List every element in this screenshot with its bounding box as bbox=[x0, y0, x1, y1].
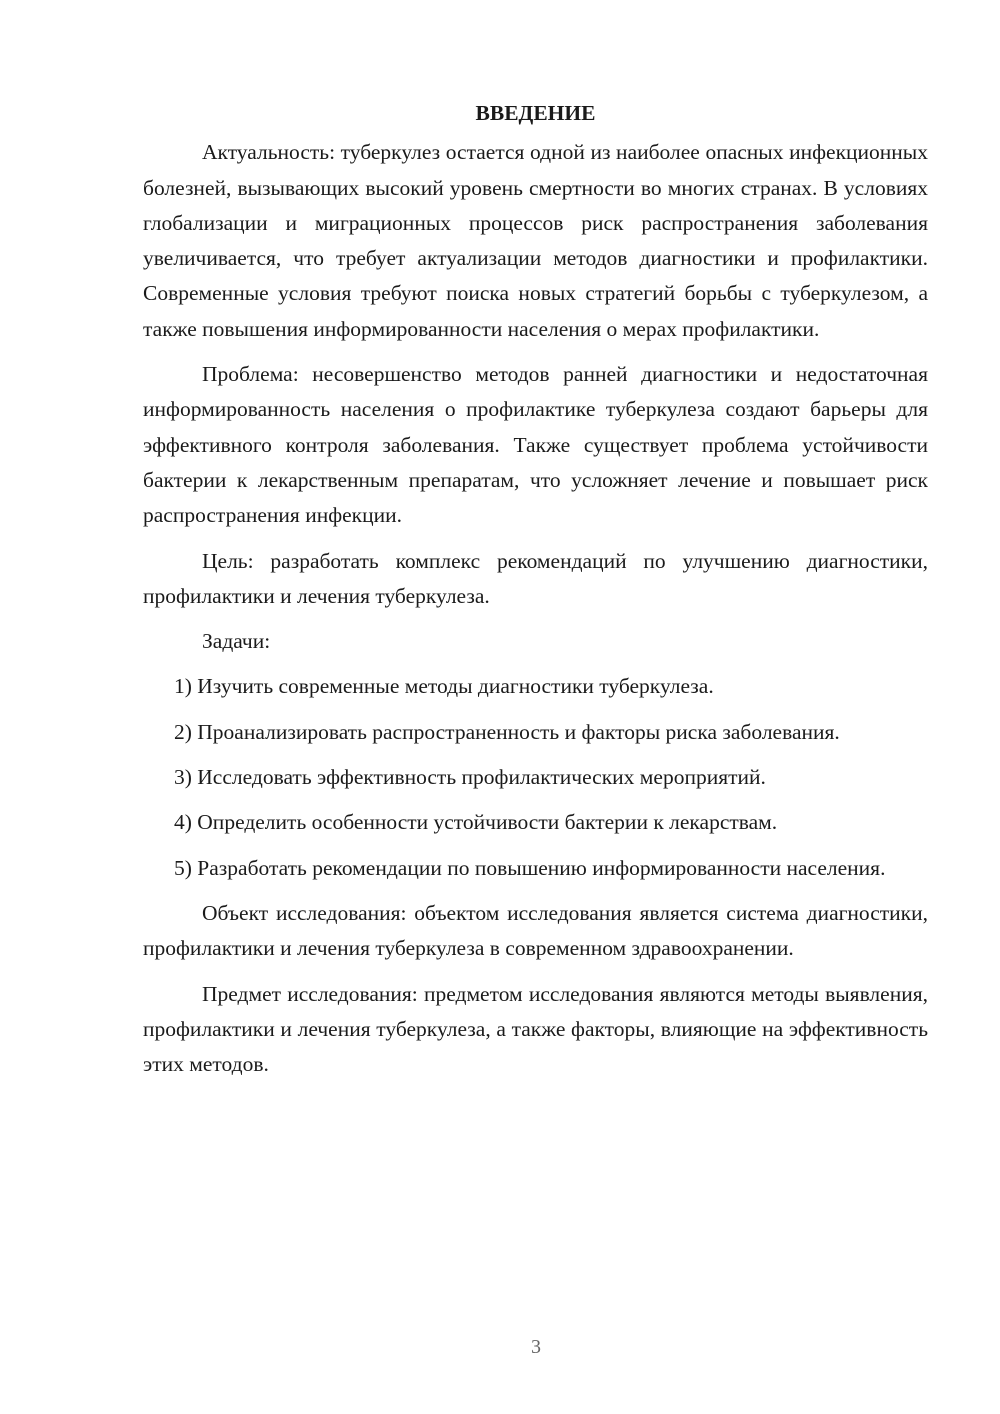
task-item: 2) Проанализировать распространенность и факторы риска заболевания. bbox=[174, 719, 840, 744]
goal-paragraph: Цель: разработать комплекс рекомендаций по улучшению диагностики, профилактики и лечения туберкулеза. bbox=[143, 548, 928, 608]
task-item: 4) Определить особенности устойчивости бактерии к лекарствам. bbox=[174, 810, 778, 835]
task-item: 3) Исследовать эффективность профилактических мероприятий. bbox=[174, 765, 766, 790]
relevance-paragraph: Актуальность: туберкулез остается одной из наиболее опасных инфекционных болезней, вызывающих высокий уровень смертности во многих странах. В условиях глобализации и миграционных процессов риск распространения заболевания увеличивается, что требует актуализации методов диагностики и профилактики. Современные условия требуют поиска новых стратегий борьбы с туберкулезом, а также повышения информированности населения о мерах профилактики. bbox=[143, 140, 928, 341]
document-page bbox=[143, 96, 928, 1092]
object-paragraph: Объект исследования: объектом исследования является система диагностики, профилактики и лечения туберкулеза в современном здравоохранении. bbox=[143, 900, 928, 961]
page-number: 3 bbox=[531, 1336, 541, 1358]
problem-paragraph: Проблема: несовершенство методов ранней диагностики и недостаточная информированность населения о профилактике туберкулеза создают барьеры для эффективного контроля заболевания. Также существует проблема устойчивости бактерии к лекарственным препаратам, что усложняет лечение и повышает риск распространения инфекции. bbox=[143, 362, 928, 528]
task-item: 5) Разработать рекомендации по повышению информированности населения. bbox=[174, 855, 886, 880]
subject-paragraph: Предмет исследования: предметом исследования являются методы выявления, профилактики и лечения туберкулеза, а также факторы, влияющие на эффективность этих методов. bbox=[143, 981, 928, 1077]
section-heading: ВВЕДЕНИЕ bbox=[475, 101, 596, 125]
tasks-label: Задачи: bbox=[202, 629, 271, 654]
task-item: 1) Изучить современные методы диагностики туберкулеза. bbox=[174, 674, 714, 699]
